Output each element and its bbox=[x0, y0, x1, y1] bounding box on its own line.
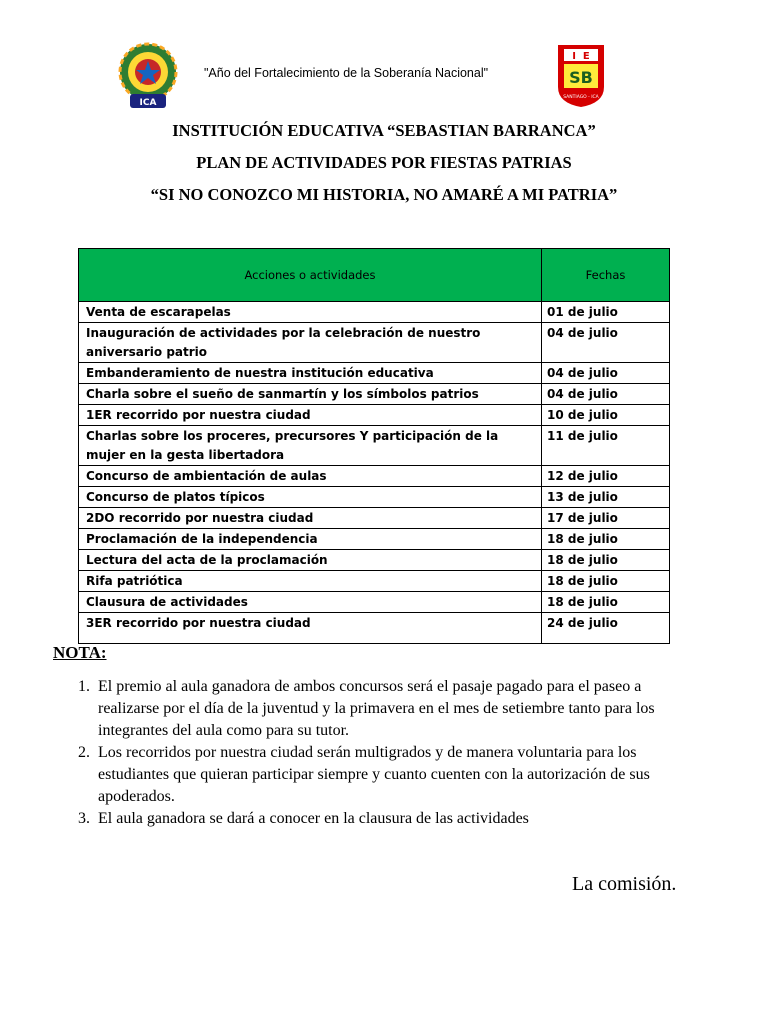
activity-cell: Lectura del acta de la proclamación bbox=[79, 550, 542, 571]
date-cell: 04 de julio bbox=[542, 363, 670, 384]
note-text: El premio al aula ganadora de ambos concursos será el pasaje pagado para el paseo a realizarse por el día de la juventud y la primavera en el mes de setiembre tanto para los integrantes del aula como para su tutor. bbox=[98, 678, 655, 739]
date-cell: 18 de julio bbox=[542, 550, 670, 571]
notes-list bbox=[78, 676, 698, 830]
activity-cell: Charla sobre el sueño de sanmartín y los símbolos patrios bbox=[79, 384, 542, 405]
activity-cell: Clausura de actividades bbox=[79, 592, 542, 613]
document-titles bbox=[0, 118, 768, 214]
ie-sb-shield-logo-icon bbox=[556, 43, 606, 109]
list-item bbox=[78, 808, 698, 830]
slogan-title: “SI NO CONOZCO MI HISTORIA, NO AMARÉ A MI PATRIA” bbox=[150, 185, 618, 204]
date-cell: 24 de julio bbox=[542, 613, 670, 644]
activity-cell: 2DO recorrido por nuestra ciudad bbox=[79, 508, 542, 529]
table-row bbox=[79, 550, 670, 571]
date-cell: 10 de julio bbox=[542, 405, 670, 426]
table-row bbox=[79, 384, 670, 405]
date-cell: 04 de julio bbox=[542, 384, 670, 405]
table-row bbox=[79, 323, 670, 363]
list-item bbox=[78, 676, 698, 742]
logo-right-main-text: SB bbox=[569, 68, 593, 87]
table-row bbox=[79, 363, 670, 384]
dates-column-header: Fechas bbox=[542, 249, 670, 302]
date-cell: 18 de julio bbox=[542, 571, 670, 592]
activity-cell: Charlas sobre los proceres, precursores Y participación de la mujer en la gesta libertadora bbox=[79, 426, 542, 466]
table-row bbox=[79, 405, 670, 426]
table-row bbox=[79, 592, 670, 613]
table-header-row bbox=[79, 249, 670, 302]
date-cell: 01 de julio bbox=[542, 302, 670, 323]
date-cell: 12 de julio bbox=[542, 466, 670, 487]
activity-cell: Inauguración de actividades por la celebración de nuestro aniversario patrio bbox=[79, 323, 542, 363]
year-motto: "Año del Fortalecimiento de la Soberanía Nacional" bbox=[204, 66, 489, 80]
note-number: 1. bbox=[78, 678, 90, 695]
date-cell: 13 de julio bbox=[542, 487, 670, 508]
plan-title: PLAN DE ACTIVIDADES POR FIESTAS PATRIAS bbox=[196, 153, 572, 172]
logo-right-bottom-text: SANTIAGO - ICA bbox=[563, 95, 599, 100]
logo-left-text: ICA bbox=[139, 98, 157, 108]
table-row bbox=[79, 613, 670, 644]
institution-title: INSTITUCIÓN EDUCATIVA “SEBASTIAN BARRANCA” bbox=[172, 121, 596, 140]
activity-cell: Rifa patriótica bbox=[79, 571, 542, 592]
date-cell: 18 de julio bbox=[542, 529, 670, 550]
table-row bbox=[79, 302, 670, 323]
table-row bbox=[79, 466, 670, 487]
table-row bbox=[79, 529, 670, 550]
school-crest-logo-icon bbox=[116, 42, 180, 112]
logo-right-top-text: I E bbox=[572, 51, 590, 62]
list-item bbox=[78, 742, 698, 808]
signature-text: La comisión. bbox=[572, 873, 677, 895]
table-row bbox=[79, 571, 670, 592]
note-number: 3. bbox=[78, 810, 90, 827]
document-header bbox=[0, 40, 768, 115]
activity-cell: Embanderamiento de nuestra institución educativa bbox=[79, 363, 542, 384]
date-cell: 18 de julio bbox=[542, 592, 670, 613]
table-row bbox=[79, 508, 670, 529]
table-row bbox=[79, 426, 670, 466]
notes-heading: NOTA: bbox=[53, 643, 107, 662]
activities-table bbox=[78, 248, 670, 644]
date-cell: 17 de julio bbox=[542, 508, 670, 529]
date-cell: 11 de julio bbox=[542, 426, 670, 466]
activity-cell: Concurso de ambientación de aulas bbox=[79, 466, 542, 487]
activity-cell: Concurso de platos típicos bbox=[79, 487, 542, 508]
date-cell: 04 de julio bbox=[542, 323, 670, 363]
table-row bbox=[79, 487, 670, 508]
activities-column-header: Acciones o actividades bbox=[79, 249, 542, 302]
note-number: 2. bbox=[78, 744, 90, 761]
activity-cell: Venta de escarapelas bbox=[79, 302, 542, 323]
note-text: El aula ganadora se dará a conocer en la clausura de las actividades bbox=[98, 810, 529, 827]
note-text: Los recorridos por nuestra ciudad serán multigrados y de manera voluntaria para los estudiantes que quieran participar siempre y cuanto cuenten con la autorización de sus apoderados. bbox=[98, 744, 650, 805]
activity-cell: Proclamación de la independencia bbox=[79, 529, 542, 550]
activity-cell: 3ER recorrido por nuestra ciudad bbox=[79, 613, 542, 644]
activity-cell: 1ER recorrido por nuestra ciudad bbox=[79, 405, 542, 426]
